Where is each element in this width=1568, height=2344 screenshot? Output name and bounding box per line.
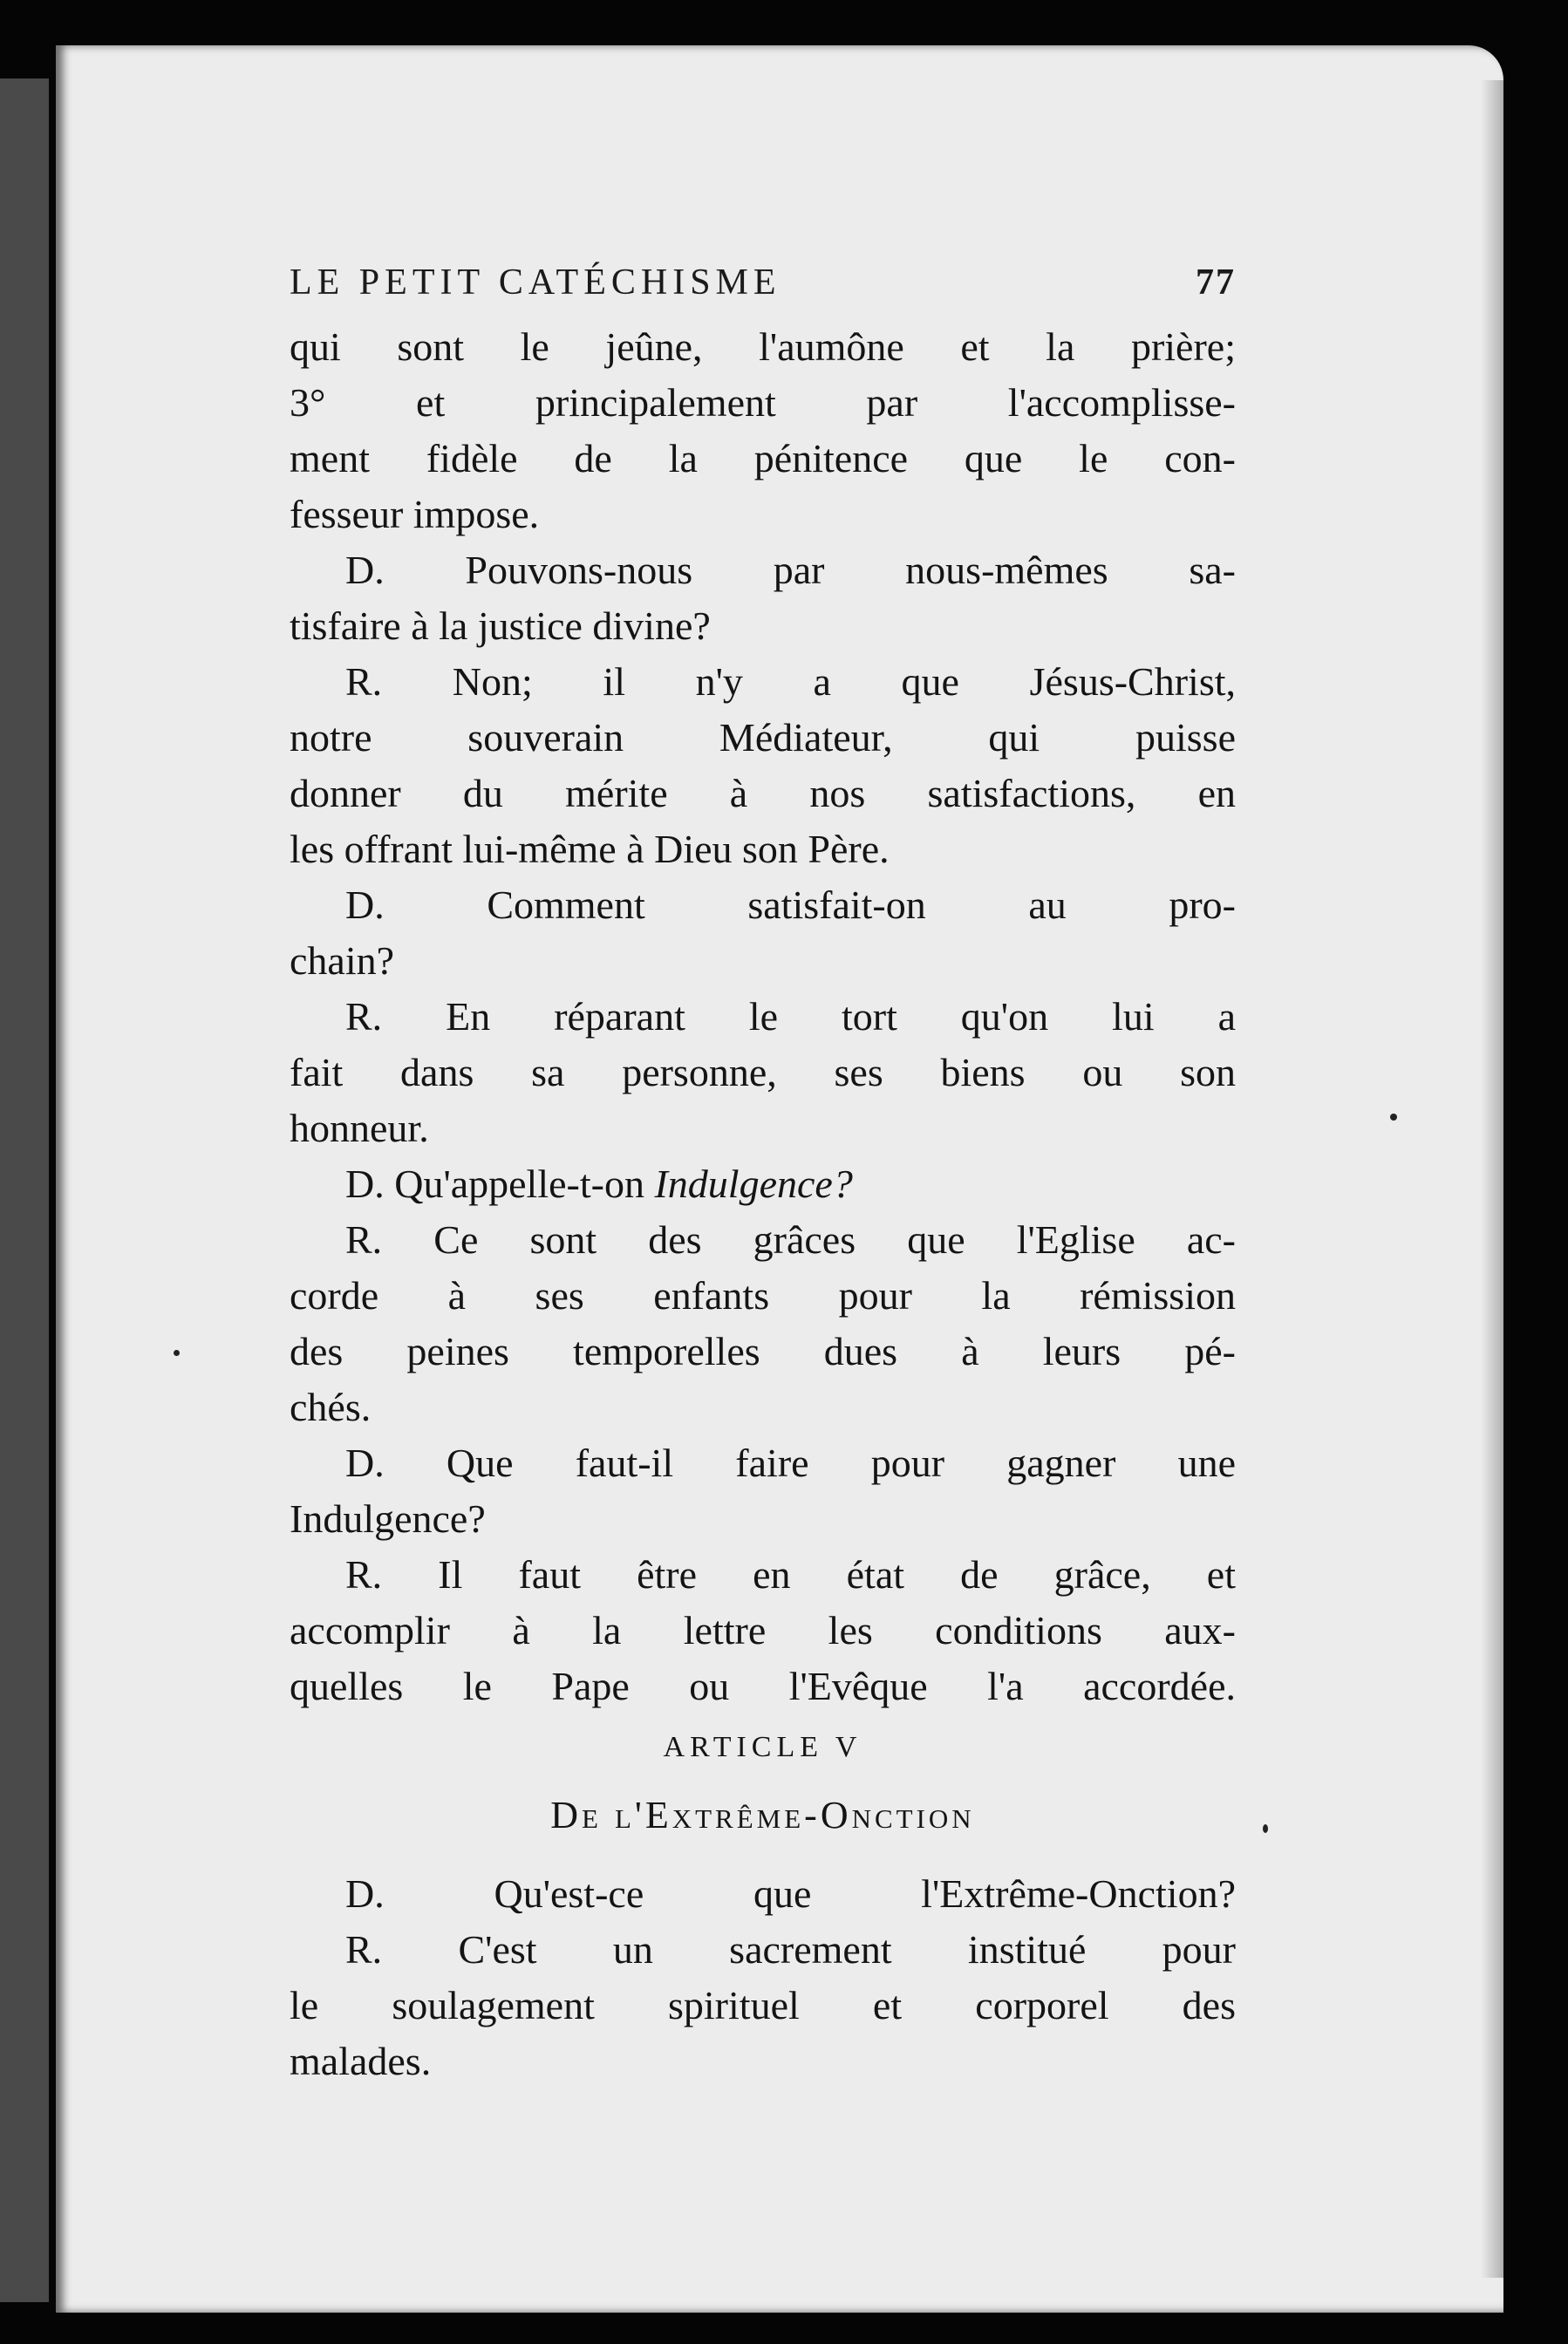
text-line: tisfaire à la justice divine? — [290, 603, 711, 648]
question-line: D. Pouvons-nous par nous-mêmes sa- — [345, 548, 1236, 592]
text-line: corde à ses enfants pour la rémission — [290, 1273, 1236, 1318]
text-line: les offrant lui-même à Dieu son Père. — [290, 827, 890, 871]
answer-line: R. En réparant le tort qu'on lui a — [345, 994, 1236, 1039]
text-line: 3° et principalement par l'accomplisse- — [290, 380, 1236, 425]
catechism-body — [290, 319, 1236, 2089]
text-line: malades. — [290, 2039, 432, 2083]
text-line: honneur. — [290, 1106, 429, 1150]
running-head — [290, 255, 1236, 310]
question-line: D. Que faut-il faire pour gagner une — [345, 1441, 1236, 1485]
answer-line: R. Non; il n'y a que Jésus-Christ, — [345, 659, 1236, 704]
answer-line: R. C'est un sacrement institué pour — [345, 1927, 1236, 1972]
text-line: Indulgence? — [290, 1496, 486, 1541]
article-heading: ARTICLE V — [663, 1731, 862, 1763]
text-line: chés. — [290, 1385, 372, 1429]
text-line: fesseur impose. — [290, 492, 540, 536]
answer-line: R. Ce sont des grâces que l'Eglise ac- — [345, 1217, 1236, 1262]
text-line: fait dans sa personne, ses biens ou son — [290, 1050, 1236, 1094]
book-page — [56, 45, 1503, 2313]
question-line: D. Comment satisfait-on au pro- — [345, 882, 1236, 927]
text-line: des peines temporelles dues à leurs pé- — [290, 1329, 1236, 1373]
question-prefix: D. Qu'appelle-t-on — [345, 1162, 644, 1206]
text-line: ment fidèle de la pénitence que le con- — [290, 436, 1236, 480]
page-text-block — [290, 255, 1236, 2089]
text-line: chain? — [290, 938, 395, 983]
facing-page-edge — [0, 78, 49, 2302]
scan-speck — [1263, 1824, 1268, 1833]
text-line: quelles le Pape ou l'Evêque l'a accordée. — [290, 1664, 1236, 1708]
scan-speck — [1390, 1114, 1397, 1121]
section-heading: De l'Extrême-Onction — [550, 1794, 975, 1836]
running-head-title: LE PETIT CATÉCHISME — [290, 262, 781, 303]
question-line: D. Qu'est-ce que l'Extrême-Onction? — [345, 1871, 1236, 1916]
text-line: donner du mérite à nos satisfactions, en — [290, 771, 1236, 815]
scan-speck — [174, 1350, 180, 1356]
text-line: le soulagement spirituel et corporel des — [290, 1983, 1236, 2027]
text-line: qui sont le jeûne, l'aumône et la prière; — [290, 324, 1236, 369]
italic-term: Indulgence? — [654, 1162, 853, 1206]
answer-line: R. Il faut être en état de grâce, et — [345, 1552, 1236, 1597]
page-number: 77 — [1196, 262, 1236, 303]
text-line: accomplir à la lettre les conditions aux- — [290, 1608, 1236, 1652]
text-line: notre souverain Médiateur, qui puisse — [290, 715, 1236, 760]
question-line — [290, 1156, 1236, 1212]
